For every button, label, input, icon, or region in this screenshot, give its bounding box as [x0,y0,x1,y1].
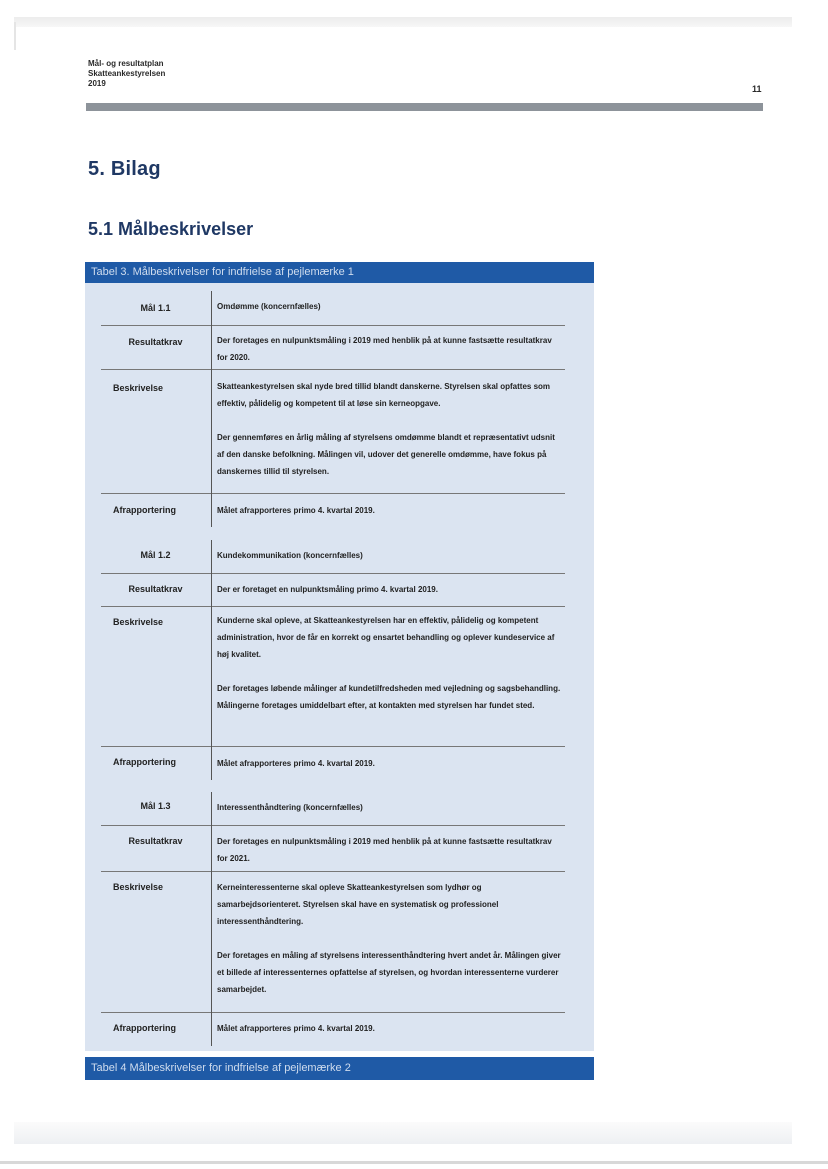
column-divider [211,747,212,780]
header-rule [86,103,763,111]
goal-1-1-title-row [101,291,565,326]
description-paragraph: Kerneinteressenterne skal opleve Skatteankestyrelsen som lydhør og samarbejdsorienteret. Styrelsen skal have en systematisk og professionel interessenthåndtering. [217,883,499,926]
report-label: Afrapportering [113,1023,176,1033]
description-label: Beskrivelse [113,882,164,892]
column-divider [211,1013,212,1046]
goal-1-2-description-row [101,607,565,747]
column-divider [211,607,212,747]
result-label: Resultatkrav [128,836,183,846]
column-divider [211,494,212,527]
column-divider [211,540,212,574]
goal-1-3-description-row [101,872,565,1013]
goal-1-1-description-row [101,370,565,494]
goal-title: Omdømme (koncernfælles) [217,302,321,311]
goal-1-2-result-row [101,574,565,607]
column-divider [211,291,212,326]
description-text [217,612,563,714]
description-paragraph: Der gennemføres en årlig måling af styrelsens omdømme blandt et repræsentativt udsnit af den danske befolkning. Målingen vil, udover det generelle omdømme, have fokus på danskernes tillid til styrelsen. [217,433,555,476]
description-text [217,378,563,480]
subsection-title: 5.1 Målbeskrivelser [88,219,254,239]
result-text: Der er foretaget en nulpunktsmåling primo 4. kvartal 2019. [217,585,438,594]
table-4-caption: Tabel 4 Målbeskrivelser for indfrielse af pejlemærke 2 [85,1057,594,1080]
column-divider [211,826,212,872]
result-label: Resultatkrav [128,584,183,594]
column-divider [211,574,212,607]
goal-title: Kundekommunikation (koncernfælles) [217,551,363,560]
description-paragraph: Der foretages løbende målinger af kundetilfredsheden med vejledning og sagsbehandling. Målingerne foretages umiddelbart efter, at kontakten med styrelsen har fundet sted. [217,684,561,710]
document-header [88,59,165,89]
description-text [217,879,563,998]
report-text: Målet afrapporteres primo 4. kvartal 2019. [217,506,375,515]
report-label: Afrapportering [113,757,176,767]
goal-1-2-title-row [101,540,565,574]
description-paragraph: Skatteankestyrelsen skal nyde bred tillid blandt danskerne. Styrelsen skal opfattes som effektiv, pålidelig og kompetent til at løse sin kerneopgave. [217,382,551,408]
column-divider [211,792,212,826]
goal-label: Mål 1.2 [140,550,171,560]
goal-1-1-report-row [101,494,565,526]
result-text: Der foretages en nulpunktsmåling i 2019 med henblik på at kunne fastsætte resultatkrav for 2021. [217,837,552,863]
column-divider [211,370,212,494]
report-text: Målet afrapporteres primo 4. kvartal 2019. [217,759,375,768]
goal-1-3-result-row [101,826,565,872]
description-paragraph: Der foretages en måling af styrelsens interessenthåndtering hvert andet år. Målingen giver et billede af interessenternes opfattelse af styrelsen, og hvordan interessenterne vurderer samarbejdet. [217,951,561,994]
table-3-caption: Tabel 3. Målbeskrivelser for indfrielse af pejlemærke 1 [85,262,594,283]
goal-title: Interessenthåndtering (koncernfælles) [217,803,363,812]
goal-1-1-result-row [101,326,565,370]
description-label: Beskrivelse [113,617,164,627]
header-line-agency: Skatteankestyrelsen [88,69,166,78]
scan-top-edge [14,17,792,27]
header-line-plan: Mål- og resultatplan [88,59,164,68]
result-label: Resultatkrav [128,337,183,347]
goal-1-3-title-row [101,792,565,826]
goal-1-3-report-row [101,1013,565,1045]
goal-label: Mål 1.1 [140,303,171,313]
scan-bottom-edge [14,1122,792,1144]
header-line-year: 2019 [88,79,106,88]
goal-1-2-report-row [101,747,565,779]
column-divider [211,872,212,1013]
section-title: 5. Bilag [88,158,161,180]
report-text: Målet afrapporteres primo 4. kvartal 2019. [217,1024,375,1033]
column-divider [211,326,212,370]
result-text: Der foretages en nulpunktsmåling i 2019 med henblik på at kunne fastsætte resultatkrav for 2020. [217,336,552,362]
scan-bottom-line [0,1161,828,1164]
goal-label: Mål 1.3 [140,801,171,811]
description-label: Beskrivelse [113,383,164,393]
report-label: Afrapportering [113,505,176,515]
page-number: 11 [752,84,762,94]
scan-left-edge [14,22,16,50]
description-paragraph: Kunderne skal opleve, at Skatteankestyrelsen har en effektiv, pålidelig og kompetent administration, hvor de får en korrekt og ensartet behandling og oplever kundeservice af høj kvalitet. [217,616,555,659]
